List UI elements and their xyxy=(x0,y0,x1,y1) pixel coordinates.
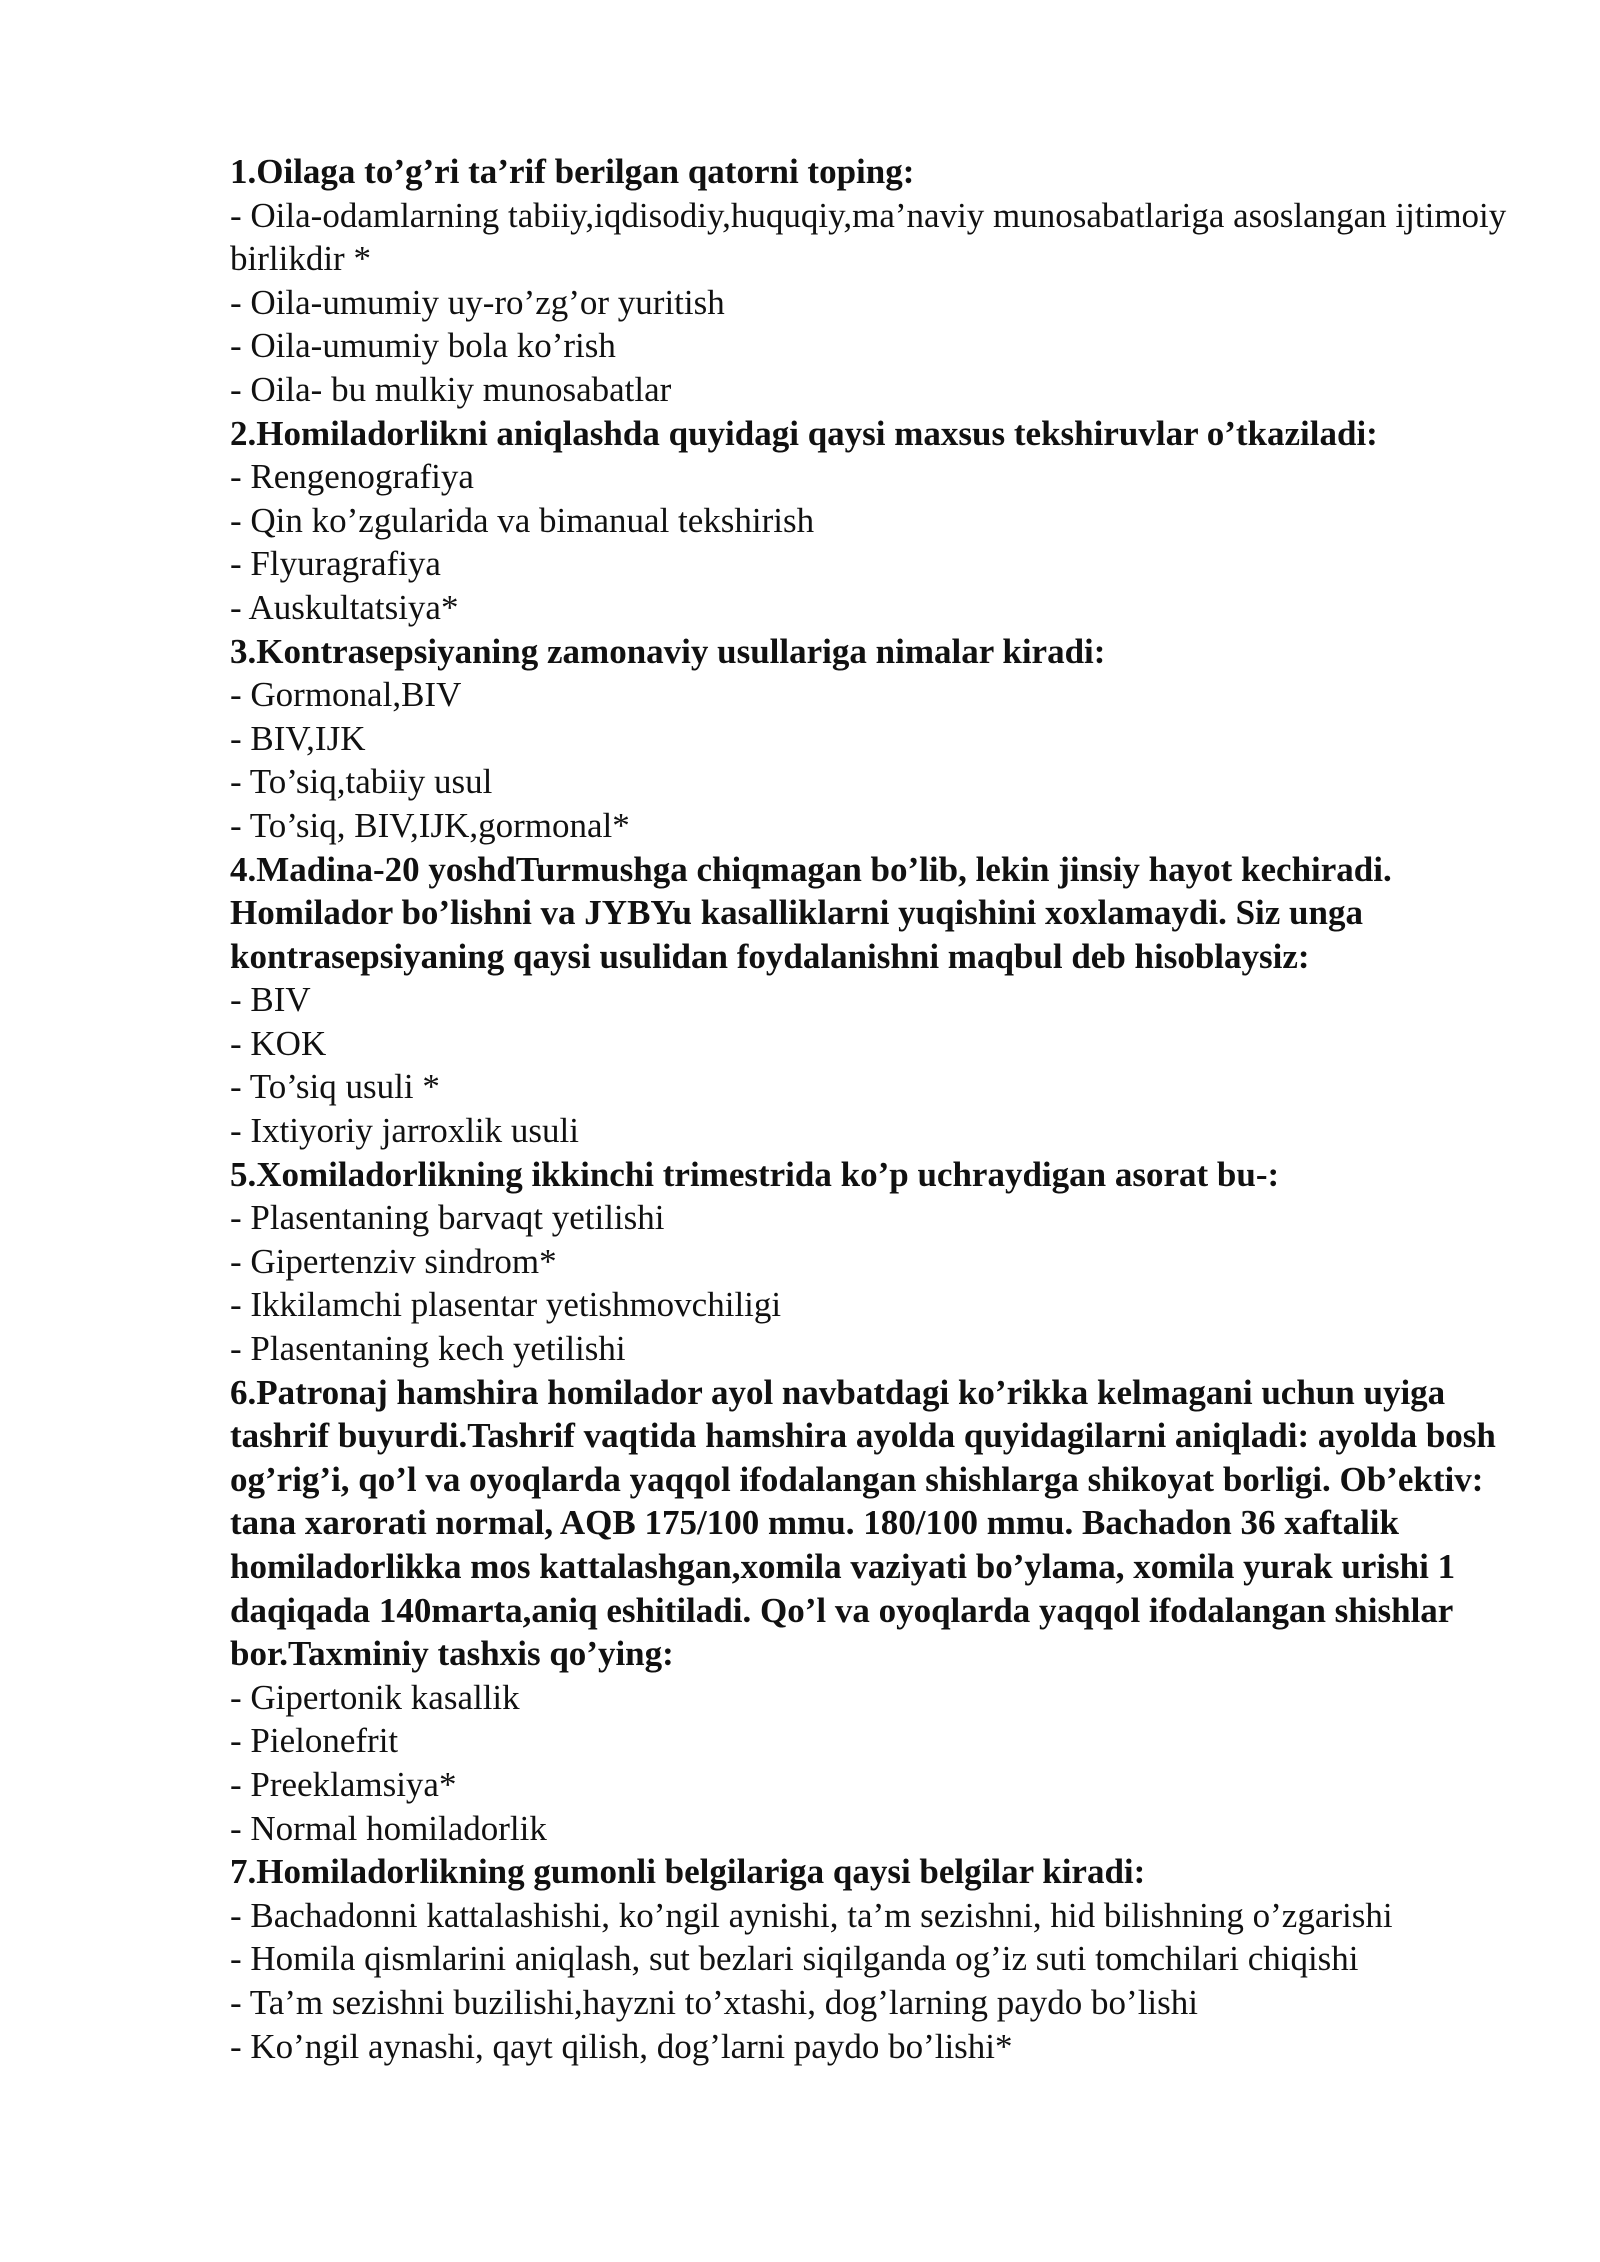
question-3 xyxy=(230,630,1530,848)
question-text: 6.Patronaj hamshira homilador ayol navbatdagi ko’rikka kelmagani uchun uyiga tashrif buyurdi.Tashrif vaqtida hamshira ayolda quyidagilarni aniqladi: ayolda bosh og’rig’i, qo’l va oyoqlarda yaqqol ifodalangan shishlarga shikoyat borligi. Ob’ektiv: tana xarorati normal, AQB 175/100 mmu. 180/100 mmu. Bachadon 36 xaftalik homiladorlikka mos kattalashgan,xomila vaziyati bo’ylama, xomila yurak urishi 1 daqiqada 140marta,aniq eshitiladi. Qo’l va oyoqlarda yaqqol ifodalangan shishlar bor.Taxminiy tashxis qo’ying: xyxy=(230,1372,1496,1674)
question-text: 1.Oilaga to’g’ri ta’rif berilgan qatorni toping: xyxy=(230,152,915,191)
answer-option: - BIV,IJK xyxy=(230,718,366,758)
answer-option: - Ko’ngil aynashi, qayt qilish, dog’larni paydo bo’lishi* xyxy=(230,2026,1013,2066)
question-5 xyxy=(230,1153,1530,1371)
answer-option: - To’siq usuli * xyxy=(230,1067,440,1107)
answer-option: - Gormonal,BIV xyxy=(230,675,462,715)
answer-option: - Ta’m sezishni buzilishi,hayzni to’xtashi, dog’larning paydo bo’lishi xyxy=(230,1982,1198,2022)
answer-option: - Rengenografiya xyxy=(230,457,474,497)
question-7 xyxy=(230,1850,1530,2068)
answer-option: - To’siq, BIV,IJK,gormonal* xyxy=(230,805,630,845)
question-2 xyxy=(230,412,1530,630)
answer-option: - To’siq,tabiiy usul xyxy=(230,762,493,802)
answer-option: - Oila-odamlarning tabiiy,iqdisodiy,huquqiy,ma’naviy munosabatlariga asoslangan ijtimoiy birlikdir * xyxy=(230,195,1507,279)
answer-option: - Auskultatsiya* xyxy=(230,587,459,627)
document-page xyxy=(230,150,1530,2068)
answer-option: - Oila-umumiy uy-ro’zg’or yuritish xyxy=(230,282,725,322)
answer-option: - BIV xyxy=(230,980,311,1020)
answer-option: - Oila-umumiy bola ko’rish xyxy=(230,326,616,366)
question-1 xyxy=(230,150,1530,412)
question-text: 7.Homiladorlikning gumonli belgilariga qaysi belgilar kiradi: xyxy=(230,1852,1146,1892)
answer-option: - KOK xyxy=(230,1023,327,1063)
answer-option: - Preeklamsiya* xyxy=(230,1764,457,1804)
answer-option: - Pielonefrit xyxy=(230,1721,399,1761)
answer-option: - Qin ko’zgularida va bimanual tekshirish xyxy=(230,500,815,540)
answer-option: - Gipertenziv sindrom* xyxy=(230,1241,557,1281)
question-text: 2.Homiladorlikni aniqlashda quyidagi qaysi maxsus tekshiruvlar o’tkaziladi: xyxy=(230,413,1378,453)
question-text: 3.Kontrasepsiyaning zamonaviy usullariga nimalar kiradi: xyxy=(230,631,1106,671)
answer-option: - Bachadonni kattalashishi, ko’ngil aynishi, ta’m sezishni, hid bilishning o’zgarishi xyxy=(230,1895,1393,1935)
answer-option: - Gipertonik kasallik xyxy=(230,1677,520,1717)
question-text: 5.Xomiladorlikning ikkinchi trimestrida ko’p uchraydigan asorat bu-: xyxy=(230,1154,1280,1194)
question-4 xyxy=(230,848,1530,1153)
answer-option: - Ikkilamchi plasentar yetishmovchiligi xyxy=(230,1285,782,1325)
answer-option: - Plasentaning kech yetilishi xyxy=(230,1329,626,1369)
answer-option: - Homila qismlarini aniqlash, sut bezlari siqilganda og’iz suti tomchilari chiqishi xyxy=(230,1939,1359,1979)
question-text: 4.Madina-20 yoshdTurmushga chiqmagan bo’lib, lekin jinsiy hayot kechiradi. Homilador bo’lishni va JYBYu kasalliklarni yuqishini xoxlamaydi. Siz unga kontrasepsiyaning qaysi usulidan foydalanishni maqbul deb hisoblaysiz: xyxy=(230,849,1392,976)
answer-option: - Flyuragrafiya xyxy=(230,544,441,584)
answer-option: - Normal homiladorlik xyxy=(230,1808,547,1848)
answer-option: - Plasentaning barvaqt yetilishi xyxy=(230,1198,665,1238)
question-6 xyxy=(230,1371,1530,1851)
answer-option: - Oila- bu mulkiy munosabatlar xyxy=(230,369,672,409)
answer-option: - Ixtiyoriy jarroxlik usuli xyxy=(230,1111,579,1151)
